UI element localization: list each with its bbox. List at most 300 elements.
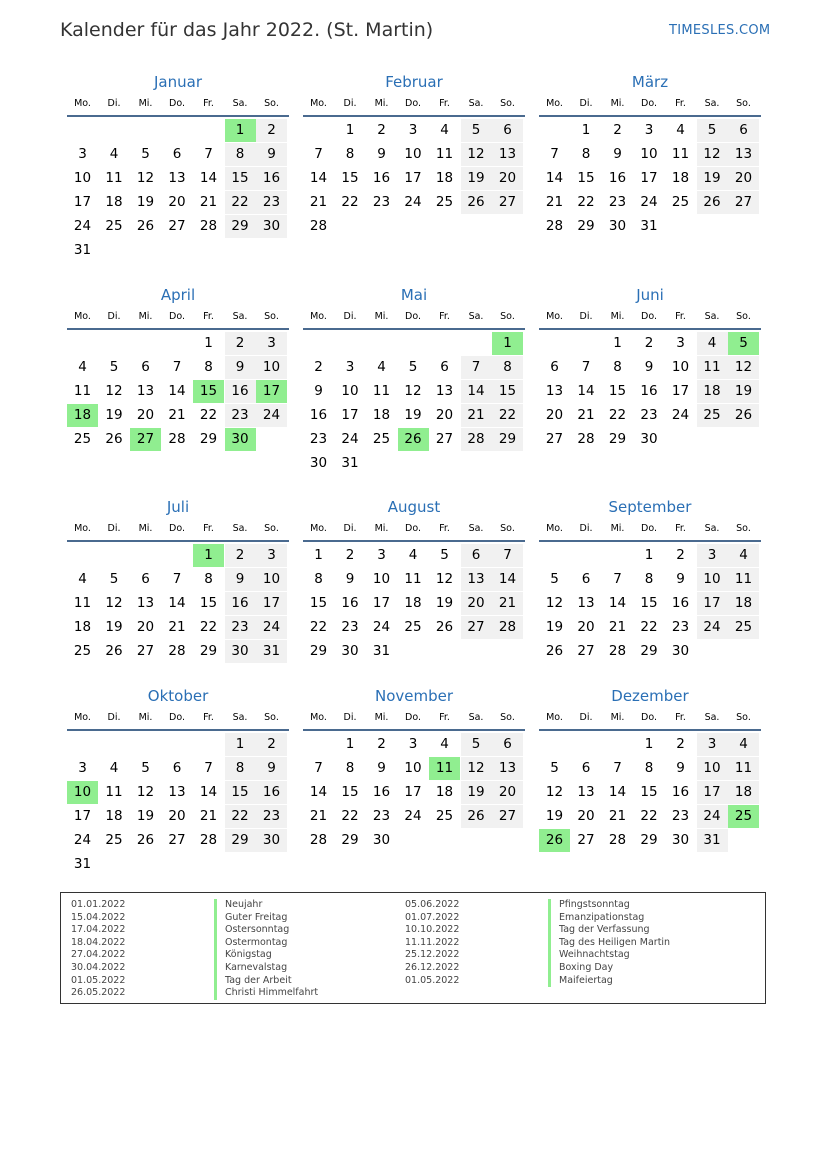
holiday-name: Guter Freitag [214, 912, 287, 925]
day-cell: 15 [492, 380, 523, 403]
weekday-header [67, 310, 289, 324]
day-cell: 29 [341, 832, 359, 848]
weekday-header [539, 522, 761, 536]
day-cell: 13 [577, 784, 595, 800]
day-cell: 29 [199, 643, 218, 659]
day-cell: 7 [613, 760, 622, 776]
day-cell: 28 [168, 643, 186, 659]
day-cell: 2 [613, 122, 622, 138]
day-cell: 8 [314, 571, 323, 587]
holiday-name: Ostersonntag [214, 924, 289, 937]
day-cell: 31 [697, 829, 728, 852]
day-cell: 22 [199, 619, 218, 635]
day-cell: 11 [105, 784, 123, 800]
day-cell: 5 [550, 571, 559, 587]
day-cell: 4 [109, 146, 119, 162]
day-cell: 16 [225, 592, 256, 615]
day-cell: 30 [225, 640, 256, 663]
weekday-label: Do. [169, 523, 185, 534]
weekday-label: Fr. [439, 523, 450, 534]
holiday-name: Weihnachtstag [548, 949, 630, 962]
weekday-label: Mi. [138, 712, 153, 723]
day-cell: 2 [256, 733, 287, 756]
weekday-label: Mi. [374, 311, 389, 322]
day-cell: 10 [404, 146, 422, 162]
day-cell: 30 [256, 215, 287, 238]
day-cell: 9 [676, 760, 685, 776]
day-cell: 20 [545, 407, 564, 423]
weekday-label: Fr. [439, 712, 450, 723]
day-cell: 22 [640, 808, 658, 824]
weekday-label: Fr. [675, 523, 686, 534]
day-cell: 24 [256, 404, 287, 427]
day-cell: 25 [73, 431, 92, 447]
month-april [67, 285, 289, 475]
weekday-label: Fr. [203, 311, 214, 322]
weekday-header [303, 522, 525, 536]
weekday-label: Di. [579, 523, 593, 534]
day-cell: 13 [136, 383, 155, 399]
day-cell: 10 [372, 571, 391, 587]
holiday-name: Tag der Arbeit [214, 975, 292, 988]
day-cell: 29 [309, 643, 328, 659]
day-cell: 4 [728, 733, 759, 756]
day-cell: 13 [435, 383, 454, 399]
weekday-label: Mi. [138, 311, 153, 322]
weekday-label: Do. [169, 98, 185, 109]
day-cell: 28 [309, 832, 328, 848]
weekday-label: Di. [579, 98, 593, 109]
day-cell: 17 [671, 383, 690, 399]
day-cell: 23 [341, 619, 359, 635]
day-cell: 2 [225, 332, 256, 355]
day-cell: 10 [404, 760, 422, 776]
weekday-label: Mi. [374, 712, 389, 723]
weekday-label: Sa. [468, 98, 484, 109]
weekday-label: Do. [169, 311, 185, 322]
day-cell: 12 [435, 571, 454, 587]
day-cell: 4 [676, 122, 685, 138]
weekday-label: Sa. [232, 311, 248, 322]
day-cell: 1 [314, 547, 323, 563]
holiday-day-cell: 26 [398, 428, 429, 451]
day-cell: 8 [345, 146, 355, 162]
month-title: November [374, 687, 454, 705]
day-cell: 6 [581, 571, 591, 587]
weekday-label: Sa. [468, 311, 484, 322]
holiday-name: Maifeiertag [548, 975, 613, 988]
day-cell: 13 [545, 383, 564, 399]
day-cell: 26 [136, 832, 155, 848]
day-cell: 19 [461, 781, 492, 804]
day-cell: 16 [671, 784, 690, 800]
day-cell: 27 [435, 431, 454, 447]
day-cell: 19 [105, 619, 123, 635]
holiday-name: Tag der Verfassung [548, 924, 650, 937]
day-cell: 7 [550, 146, 559, 162]
day-cell: 25 [435, 194, 454, 210]
day-cell: 27 [136, 643, 155, 659]
holiday-name: Christi Himmelfahrt [214, 987, 318, 1000]
day-cell: 19 [136, 808, 155, 824]
day-cell: 15 [341, 784, 359, 800]
day-cell: 2 [676, 547, 685, 563]
day-cell: 25 [697, 404, 728, 427]
day-cell: 7 [314, 146, 323, 162]
day-cell: 12 [545, 595, 564, 611]
day-cell: 20 [435, 407, 454, 423]
day-cell: 28 [577, 431, 595, 447]
header-divider [67, 540, 289, 542]
day-cell: 9 [676, 571, 685, 587]
day-cell: 14 [168, 595, 186, 611]
day-cell: 8 [581, 146, 591, 162]
holiday-date: 26.05.2022 [71, 987, 126, 999]
day-cell: 28 [608, 832, 627, 848]
day-cell: 23 [225, 616, 256, 639]
day-cell: 2 [644, 335, 654, 351]
day-cell: 17 [73, 194, 92, 210]
day-cell: 3 [676, 335, 685, 351]
holiday-day-cell: 11 [429, 757, 460, 780]
day-cell: 17 [404, 170, 422, 186]
holiday-date: 25.12.2022 [405, 949, 460, 961]
day-cell: 29 [199, 431, 218, 447]
weekday-label: Do. [405, 712, 421, 723]
weekday-label: Di. [343, 523, 357, 534]
weekday-label: So. [264, 523, 279, 534]
month-mai [303, 285, 525, 475]
day-cell: 12 [461, 757, 492, 780]
day-cell: 28 [199, 832, 218, 848]
day-cell: 2 [377, 122, 386, 138]
weekday-label: Fr. [439, 98, 450, 109]
weekday-label: Mo. [310, 712, 327, 723]
weekday-label: Fr. [203, 523, 214, 534]
day-cell: 21 [577, 407, 595, 423]
weekday-label: Mi. [138, 523, 153, 534]
month-juli [67, 497, 289, 687]
holiday-name: Neujahr [214, 899, 262, 912]
day-cell: 23 [640, 407, 658, 423]
day-cell: 11 [73, 383, 92, 399]
day-cell: 3 [78, 146, 87, 162]
day-cell: 6 [492, 733, 523, 756]
weekday-label: Mi. [138, 98, 153, 109]
weekday-label: Di. [343, 311, 357, 322]
day-cell: 22 [199, 407, 218, 423]
weekday-label: Do. [641, 98, 657, 109]
month-title: August [387, 498, 441, 516]
weekday-label: Mo. [546, 523, 563, 534]
day-cell: 25 [435, 808, 454, 824]
header-divider [539, 729, 761, 731]
day-cell: 7 [204, 760, 213, 776]
day-cell: 8 [204, 571, 213, 587]
day-cell: 17 [372, 595, 391, 611]
day-cell: 18 [728, 781, 759, 804]
day-cell: 20 [461, 592, 492, 615]
day-cell: 24 [697, 805, 728, 828]
weekday-label: So. [500, 311, 515, 322]
day-cell: 21 [608, 808, 627, 824]
holiday-day-cell: 27 [130, 428, 161, 451]
day-cell: 3 [644, 122, 654, 138]
day-cell: 9 [644, 359, 654, 375]
day-cell: 11 [697, 356, 728, 379]
day-cell: 3 [697, 733, 728, 756]
day-cell: 7 [613, 571, 622, 587]
day-cell: 9 [225, 356, 256, 379]
day-cell: 27 [492, 191, 523, 214]
day-cell: 23 [608, 194, 627, 210]
weekday-label: Mo. [310, 523, 327, 534]
day-cell: 26 [105, 643, 123, 659]
day-cell: 5 [408, 359, 418, 375]
weekday-label: Mo. [74, 311, 91, 322]
day-cell: 26 [697, 191, 728, 214]
holiday-date: 15.04.2022 [71, 911, 126, 923]
brand-link[interactable]: TIMESLES.COM [669, 23, 771, 38]
day-cell: 22 [341, 194, 359, 210]
day-cell: 27 [461, 616, 492, 639]
day-cell: 9 [345, 571, 355, 587]
day-cell: 26 [105, 431, 123, 447]
day-cell: 16 [256, 167, 287, 190]
day-cell: 31 [73, 242, 92, 258]
day-cell: 8 [613, 359, 622, 375]
day-cell: 12 [545, 784, 564, 800]
weekday-label: Do. [641, 523, 657, 534]
day-cell: 11 [728, 568, 759, 591]
day-cell: 28 [461, 428, 492, 451]
day-cell: 2 [256, 119, 287, 142]
header-divider [539, 115, 761, 117]
day-cell: 26 [461, 191, 492, 214]
month-title: Juli [166, 498, 190, 516]
holiday-name: Pfingstsonntag [548, 899, 630, 912]
weekday-label: Di. [107, 98, 121, 109]
day-cell: 4 [78, 571, 87, 587]
day-cell: 27 [168, 832, 186, 848]
day-cell: 27 [168, 218, 186, 234]
day-cell: 3 [256, 544, 287, 567]
weekday-label: Di. [579, 311, 593, 322]
day-cell: 15 [309, 595, 328, 611]
day-cell: 18 [435, 784, 454, 800]
day-cell: 15 [640, 595, 658, 611]
month-title: September [608, 498, 692, 516]
weekday-label: Mo. [74, 523, 91, 534]
day-cell: 27 [545, 431, 564, 447]
weekday-label: Sa. [468, 523, 484, 534]
day-cell: 30 [309, 455, 328, 471]
month-september [539, 497, 761, 687]
day-cell: 15 [577, 170, 595, 186]
weekday-label: Do. [641, 311, 657, 322]
day-cell: 4 [408, 547, 418, 563]
day-cell: 2 [377, 736, 386, 752]
holiday-day-cell: 1 [225, 119, 256, 142]
day-cell: 30 [671, 643, 690, 659]
weekday-label: Mi. [610, 311, 625, 322]
day-cell: 28 [492, 616, 523, 639]
day-cell: 21 [309, 808, 328, 824]
day-cell: 9 [225, 568, 256, 591]
day-cell: 19 [697, 167, 728, 190]
day-cell: 27 [492, 805, 523, 828]
day-cell: 19 [545, 619, 564, 635]
weekday-header [539, 711, 761, 725]
weekday-label: Di. [343, 712, 357, 723]
month-title: März [631, 73, 669, 91]
day-cell: 27 [577, 643, 595, 659]
day-cell: 3 [697, 544, 728, 567]
day-cell: 6 [461, 544, 492, 567]
month-title: Juni [636, 286, 664, 304]
day-cell: 31 [73, 856, 92, 872]
day-cell: 29 [640, 832, 658, 848]
day-cell: 7 [461, 356, 492, 379]
day-cell: 16 [372, 170, 391, 186]
day-cell: 3 [377, 547, 386, 563]
day-cell: 9 [377, 760, 386, 776]
day-cell: 22 [341, 808, 359, 824]
weekday-label: Sa. [468, 712, 484, 723]
day-cell: 19 [461, 167, 492, 190]
day-cell: 20 [168, 808, 186, 824]
day-cell: 25 [372, 431, 391, 447]
day-cell: 23 [256, 191, 287, 214]
day-cell: 18 [435, 170, 454, 186]
day-cell: 5 [109, 571, 119, 587]
day-cell: 19 [404, 407, 422, 423]
day-cell: 15 [640, 784, 658, 800]
day-cell: 13 [492, 143, 523, 166]
day-cell: 11 [105, 170, 123, 186]
day-cell: 22 [225, 805, 256, 828]
holiday-date: 17.04.2022 [71, 924, 126, 936]
day-cell: 1 [225, 733, 256, 756]
weekday-label: Sa. [232, 712, 248, 723]
holiday-name: Emanzipationstag [548, 912, 644, 925]
day-cell: 16 [640, 383, 658, 399]
day-cell: 11 [73, 595, 92, 611]
day-cell: 17 [640, 170, 658, 186]
day-cell: 17 [256, 592, 287, 615]
holiday-date: 27.04.2022 [71, 949, 126, 961]
day-cell: 10 [256, 356, 287, 379]
day-cell: 11 [404, 571, 422, 587]
day-cell: 30 [372, 832, 391, 848]
day-cell: 13 [168, 784, 186, 800]
day-cell: 24 [640, 194, 658, 210]
day-cell: 24 [73, 218, 92, 234]
day-cell: 13 [728, 143, 759, 166]
month-november [303, 686, 525, 876]
day-cell: 9 [256, 143, 287, 166]
weekday-label: Mo. [546, 98, 563, 109]
day-cell: 25 [671, 194, 690, 210]
weekday-header [539, 310, 761, 324]
day-cell: 16 [256, 781, 287, 804]
day-cell: 18 [105, 194, 123, 210]
header-divider [67, 115, 289, 117]
day-cell: 19 [545, 808, 564, 824]
month-title: April [160, 286, 196, 304]
day-cell: 11 [728, 757, 759, 780]
weekday-header [303, 310, 525, 324]
day-cell: 3 [78, 760, 87, 776]
day-cell: 22 [640, 619, 658, 635]
day-cell: 2 [345, 547, 355, 563]
day-cell: 1 [644, 736, 654, 752]
day-cell: 5 [697, 119, 728, 142]
day-cell: 24 [671, 407, 690, 423]
day-cell: 20 [728, 167, 759, 190]
header-divider [303, 729, 525, 731]
weekday-label: Mi. [610, 712, 625, 723]
month-januar [67, 72, 289, 262]
day-cell: 12 [728, 356, 759, 379]
weekday-label: Fr. [675, 712, 686, 723]
day-cell: 26 [728, 404, 759, 427]
day-cell: 13 [492, 757, 523, 780]
day-cell: 10 [671, 359, 690, 375]
day-cell: 1 [644, 547, 654, 563]
day-cell: 31 [341, 455, 359, 471]
day-cell: 7 [204, 146, 213, 162]
weekday-label: Mi. [610, 523, 625, 534]
weekday-label: Sa. [704, 712, 720, 723]
day-cell: 23 [372, 808, 391, 824]
day-cell: 1 [345, 122, 355, 138]
day-cell: 25 [404, 619, 422, 635]
day-cell: 26 [545, 643, 564, 659]
day-cell: 12 [404, 383, 422, 399]
holiday-name: Karnevalstag [214, 962, 287, 975]
day-cell: 9 [377, 146, 386, 162]
day-cell: 19 [105, 407, 123, 423]
day-cell: 8 [225, 143, 256, 166]
weekday-label: So. [736, 98, 751, 109]
weekday-label: Mo. [74, 712, 91, 723]
day-cell: 13 [168, 170, 186, 186]
weekday-header [303, 97, 525, 111]
holiday-day-cell: 25 [728, 805, 759, 828]
day-cell: 27 [577, 832, 595, 848]
day-cell: 31 [640, 218, 658, 234]
header-divider [303, 540, 525, 542]
day-cell: 19 [136, 194, 155, 210]
day-cell: 10 [341, 383, 359, 399]
weekday-label: Di. [107, 712, 121, 723]
holiday-date: 11.11.2022 [405, 936, 460, 948]
day-cell: 6 [440, 359, 449, 375]
day-cell: 8 [644, 760, 654, 776]
weekday-label: Sa. [232, 98, 248, 109]
weekday-label: Fr. [203, 712, 214, 723]
day-cell: 30 [640, 431, 658, 447]
day-cell: 4 [377, 359, 386, 375]
month-title: Januar [154, 73, 202, 91]
day-cell: 29 [640, 643, 658, 659]
day-cell: 28 [168, 431, 186, 447]
holiday-day-cell: 17 [256, 380, 287, 403]
holiday-day-cell: 1 [492, 332, 523, 355]
day-cell: 31 [372, 643, 391, 659]
day-cell: 21 [309, 194, 328, 210]
